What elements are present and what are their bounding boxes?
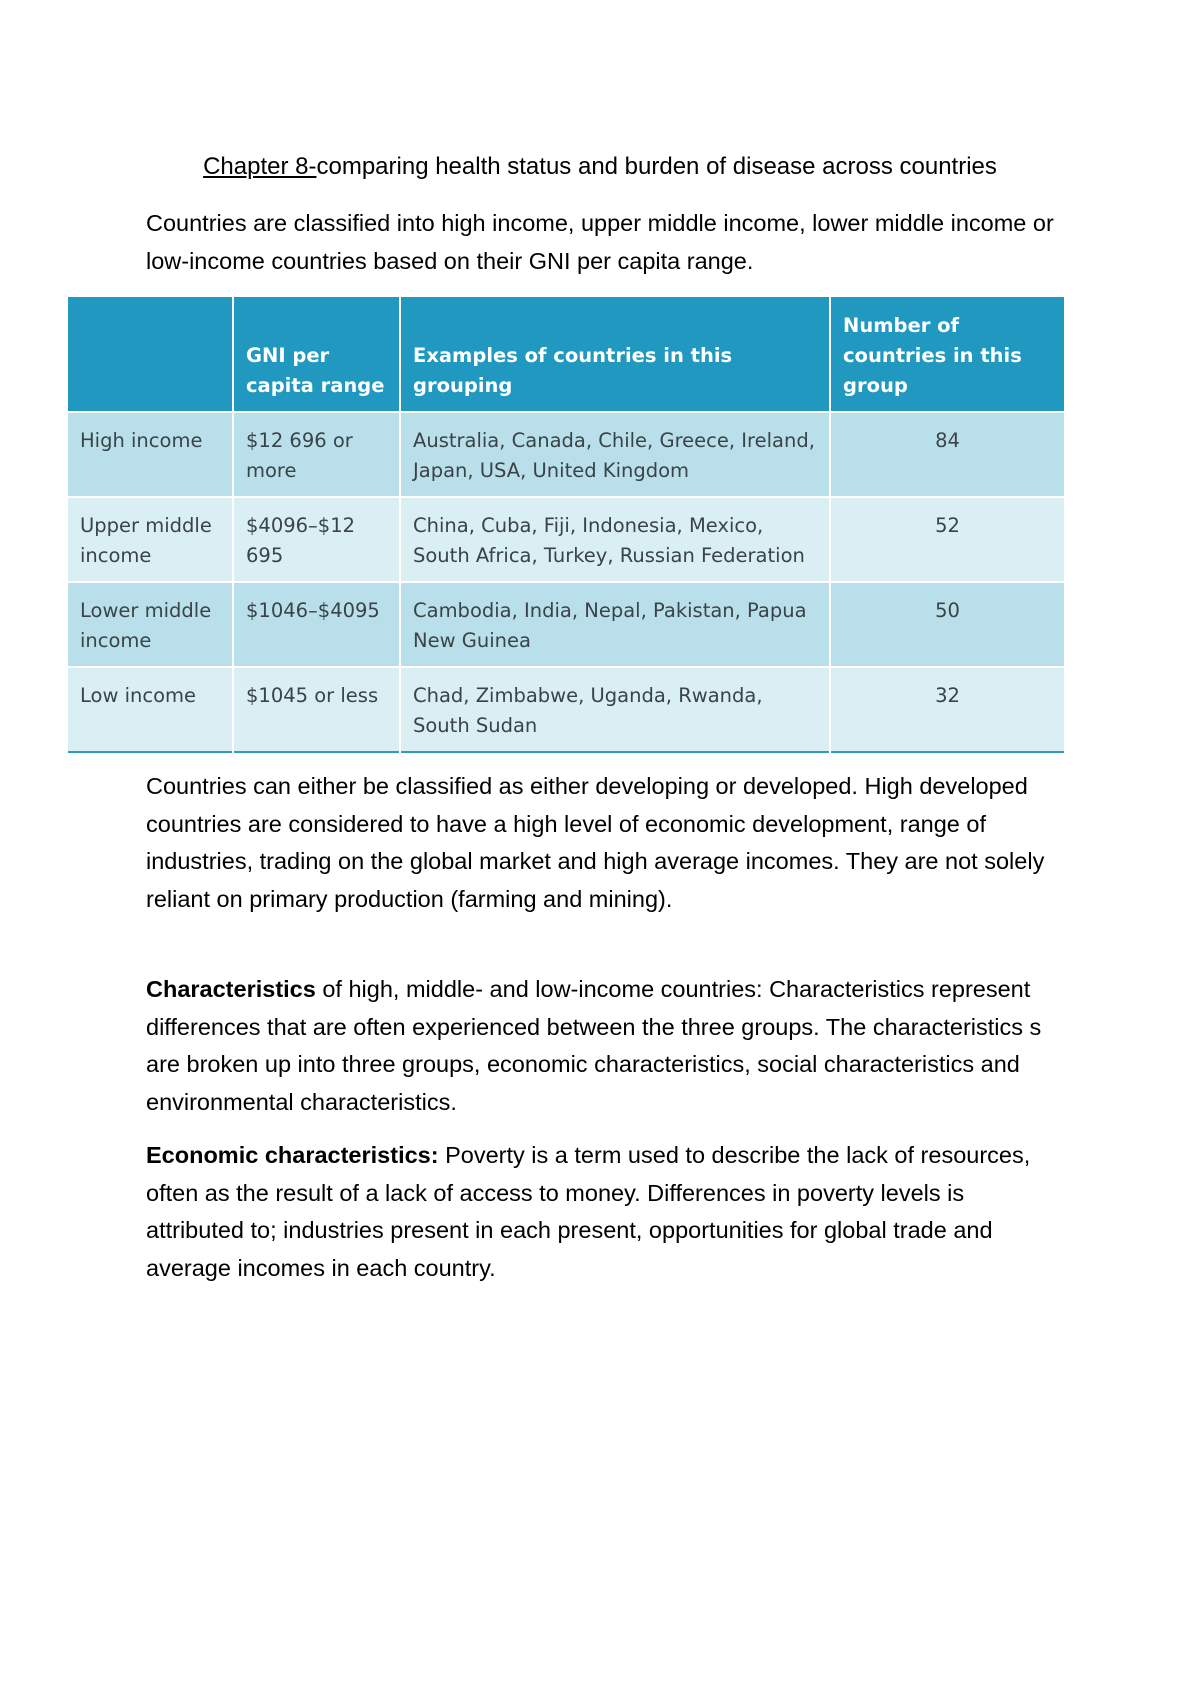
cell-count: 50: [830, 582, 1064, 667]
header-examples: Examples of countries in this grouping: [400, 297, 830, 412]
cell-range: $1045 or less: [233, 667, 400, 752]
economic-characteristics-paragraph: [146, 1137, 1066, 1287]
table-header-row: [68, 297, 1064, 412]
cell-examples: Chad, Zimbabwe, Uganda, Rwanda, South Sudan: [400, 667, 830, 752]
cell-count: 32: [830, 667, 1064, 752]
chapter-heading: [0, 150, 1200, 184]
table-row: [68, 412, 1064, 497]
cell-range: $4096–$12 695: [233, 497, 400, 582]
intro-paragraph: Countries are classified into high income, upper middle income, lower middle income or low-income countries based on their GNI per capita range.: [146, 210, 1054, 274]
header-group: [68, 297, 233, 412]
table-row: [68, 497, 1064, 582]
cell-examples: Australia, Canada, Chile, Greece, Ireland, Japan, USA, United Kingdom: [400, 412, 830, 497]
characteristics-text: of high, middle- and low-income countries: Characteristics represent differences that are often experienced between the three groups. The characteristics s are broken up into three groups, economic characteristics, social characteristics and environmental characteristics.: [146, 976, 1042, 1115]
economic-text: Poverty is a term used to describe the lack of resources, often as the result of a lack of access to money. Differences in poverty levels is attributed to; industries present in each present, opportunities for global trade and average incomes in each country.: [146, 1142, 1031, 1281]
header-gni-range: GNI per capita range: [233, 297, 400, 412]
chapter-title: comparing health status and burden of disease across countries: [316, 153, 997, 180]
cell-group: Low income: [68, 667, 233, 752]
cell-count: 52: [830, 497, 1064, 582]
cell-range: $1046–$4095: [233, 582, 400, 667]
chapter-number: Chapter 8-: [203, 153, 317, 180]
cell-examples: Cambodia, India, Nepal, Pakistan, Papua New Guinea: [400, 582, 830, 667]
header-count: Number of countries in this group: [830, 297, 1064, 412]
economic-label: Economic characteristics:: [146, 1142, 439, 1168]
income-classification-table: [68, 297, 1064, 753]
characteristics-label: Characteristics: [146, 976, 316, 1002]
cell-group: High income: [68, 412, 233, 497]
cell-group: Upper middle income: [68, 497, 233, 582]
cell-range: $12 696 or more: [233, 412, 400, 497]
cell-group: Lower middle income: [68, 582, 233, 667]
table-row: [68, 667, 1064, 752]
table-row: [68, 582, 1064, 667]
characteristics-paragraph: [146, 971, 1066, 1121]
cell-examples: China, Cuba, Fiji, Indonesia, Mexico, South Africa, Turkey, Russian Federation: [400, 497, 830, 582]
cell-count: 84: [830, 412, 1064, 497]
developing-developed-paragraph: Countries can either be classified as either developing or developed. High developed countries are considered to have a high level of economic development, range of industries, trading on the global market and high average incomes. They are not solely reliant on primary production (farming and mining).: [146, 773, 1045, 912]
